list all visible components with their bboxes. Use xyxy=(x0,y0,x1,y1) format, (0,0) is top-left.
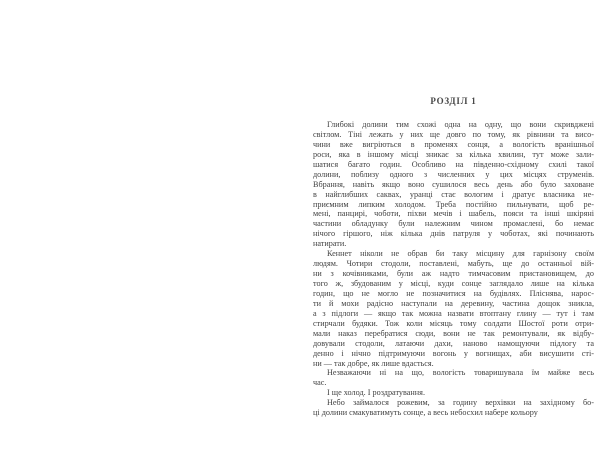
text-line: ни з кочівниками, були аж надто тимчасовим пристановищем, до xyxy=(313,269,594,279)
text-line: чини вже вигріються в променях сонця, а вологість вранішньої xyxy=(313,139,594,149)
text-line: Небо займалося рожевим, за годину верхівки на західному бо- xyxy=(327,398,594,408)
text-line: довували стодоли, латаючи дахи, наново намощуючи підлогу та xyxy=(313,338,594,348)
text-line: час. xyxy=(313,378,327,388)
chapter-title: РОЗДІЛ 1 xyxy=(430,96,477,106)
text-line: приємним липким холодом. Треба постійно пильнувати, щоб ре- xyxy=(313,199,594,209)
text-line: ці долини смакуватимуть сонце, а весь небосхил набере кольору xyxy=(313,408,538,418)
text-line: світлом. Тіні лежать у них ще довго по тому, як рівнини та висо- xyxy=(313,129,594,139)
text-line: мені, панцирі, чоботи, піхви мечів і шабель, пояси та інші шкіряні xyxy=(313,209,594,219)
text-line: натирати. xyxy=(313,239,347,249)
text-line: ни — так добре, як лише вдасться. xyxy=(313,358,434,368)
text-line: годин, що не могло не позначитися на будівлях. Пліснява, нарос- xyxy=(313,288,594,298)
text-line: людям. Чотири стодоли, поставлені, мабуть, ще до останньої вій- xyxy=(313,259,594,269)
text-line: долини, поблизу одного з численних у цих місцях струменів. xyxy=(313,169,594,179)
text-line: в найглибших саквах, уранці стає вологим і дратує власника не- xyxy=(313,189,594,199)
text-line: І ще холод. І роздратування. xyxy=(327,388,425,398)
text-line: ти й мохи радісно наступали на деревину, частина дощок зникла, xyxy=(313,298,594,308)
text-line: роси, яка в іншому місці зникає за кілька хвилин, тут може зали- xyxy=(313,149,594,159)
text-line: денно і нічно підтримуючи вогонь у вогнищах, аби висушити сті- xyxy=(313,348,594,358)
text-line: стирчали будяки. Тож коли місяць тому солдати Шостої роти отри- xyxy=(313,318,594,328)
text-line: а з підлоги — якщо так можна назвати втоптану глину — тут і там xyxy=(313,308,594,318)
text-line: шатися багато годин. Особливо на південно-східному схилі такої xyxy=(313,159,594,169)
page-text xyxy=(313,120,594,418)
text-line: нічого гіршого, ніж кілька днів патруля у чоботах, які починають xyxy=(313,229,594,239)
text-line: Незважаючи ні на що, вологість товаришувала їм майже весь xyxy=(327,368,594,378)
text-line: частини обладунку були належним чином промаслені, бо немає xyxy=(313,219,594,229)
text-line: Кеннет ніколи не обрав би таку місцину для гарнізону своїм xyxy=(327,249,594,259)
text-line: того ж, збудованим у місці, куди сонце заглядало лише на кілька xyxy=(313,279,594,288)
text-line: Глибокі долини тим схожі одна на одну, що вони скривджені xyxy=(327,120,594,129)
text-line: Вбрання, навіть якщо воно сушилося весь день або було заховане xyxy=(313,179,594,189)
text-line: мали наказ перебратися сюди, вони не так ремонтували, як відбу- xyxy=(313,328,594,338)
